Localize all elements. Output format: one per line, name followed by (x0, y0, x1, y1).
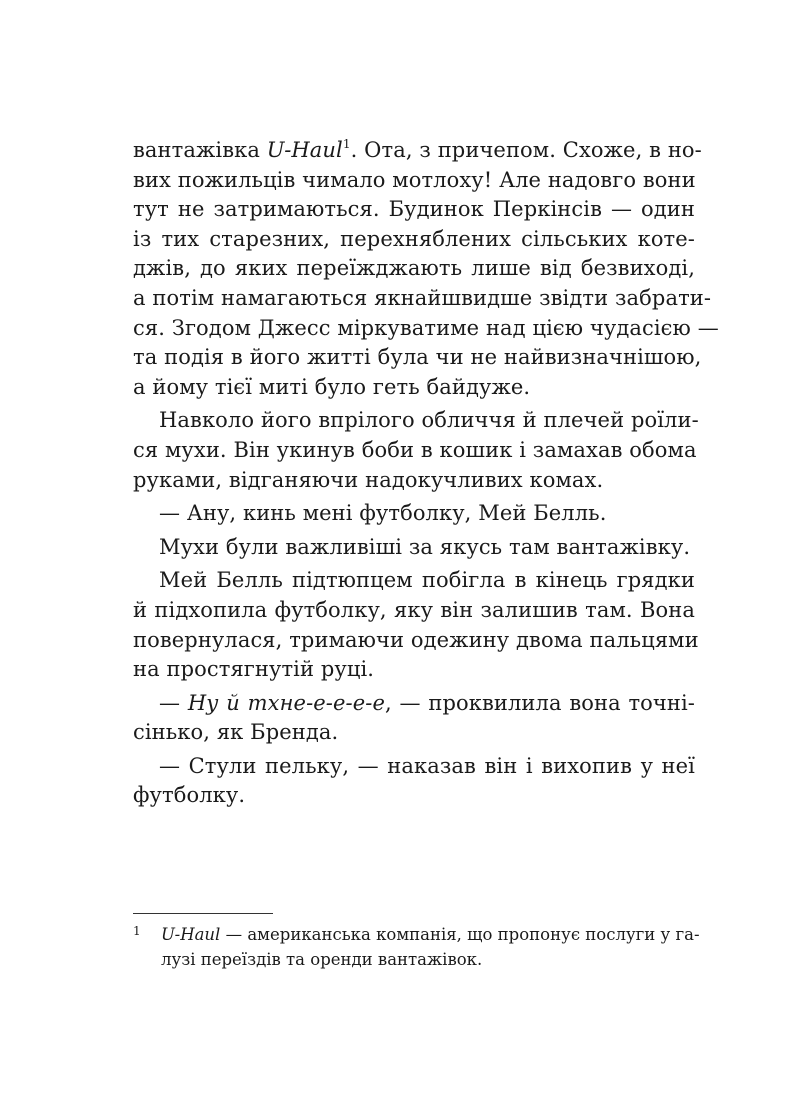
text-line: вих пожильців чимало мотлоху! Але надовго вони (133, 167, 696, 192)
text-line (133, 136, 702, 166)
text-fragment: — (159, 690, 188, 715)
text-line: джів, до яких переїжджають лише від безвиході, (133, 256, 695, 281)
text-line (133, 689, 695, 719)
text-fragment: , — проквилила вона точні- (384, 690, 695, 715)
footnote-line (133, 922, 698, 947)
text-fragment: вантажівка (133, 138, 267, 162)
text-fragment: — американська компанія, що пропонує послуги у га- (220, 925, 700, 944)
text-line: із тих старезних, перехняблених сільських коте- (133, 226, 695, 251)
footnote-divider (133, 913, 273, 914)
text-line: Мей Белль підтюпцем побігла в кінець грядки (159, 568, 695, 593)
text-line: руками, відганяючи надокучливих комах. (133, 467, 604, 492)
text-line: та подія в його житті була чи не найвизначнішою, (133, 345, 702, 370)
italic-term: U-Haul (266, 138, 343, 162)
text-line: на простягнутій руці. (133, 657, 375, 682)
footnote-line: лузі переїздів та оренди вантажівок. (161, 950, 483, 969)
text-line: а йому тієї миті було геть байдуже. (133, 374, 531, 399)
text-line: ся мухи. Він укинув боби в кошик і замахав обома (133, 437, 697, 462)
footnote (133, 922, 698, 972)
main-text (133, 136, 719, 811)
text-line: сінько, як Бренда. (133, 720, 339, 745)
text-line: повернулася, тримаючи одежину двома пальцями (133, 627, 699, 652)
footnote-reference[interactable]: 1 (342, 137, 351, 151)
text-line: Навколо його впрілого обличчя й плечей роїли- (159, 408, 699, 433)
text-line: — Стули пельку, — наказав він і вихопив у неї (159, 753, 695, 778)
text-line: й підхопила футболку, яку він залишив там. Вона (133, 597, 695, 622)
text-line: футболку. (133, 783, 246, 808)
text-line: Мухи були важливіші за якусь там вантажівку. (159, 534, 691, 559)
text-fragment: . Ота, з причепом. Схоже, в но- (350, 138, 702, 162)
italic-speech: Ну й тхне-е-е-е-е (187, 690, 385, 715)
text-line: тут не затримаються. Будинок Перкінсів — один (133, 197, 695, 222)
footnote-term: U-Haul (161, 925, 221, 944)
footnote-number: 1 (133, 924, 141, 938)
text-line: — Ану, кинь мені футболку, Мей Белль. (159, 501, 607, 526)
text-line: а потім намагаються якнайшвидше звідти забрати- (133, 285, 712, 310)
text-line: ся. Згодом Джесс міркуватиме над цією чудасією — (133, 315, 719, 340)
